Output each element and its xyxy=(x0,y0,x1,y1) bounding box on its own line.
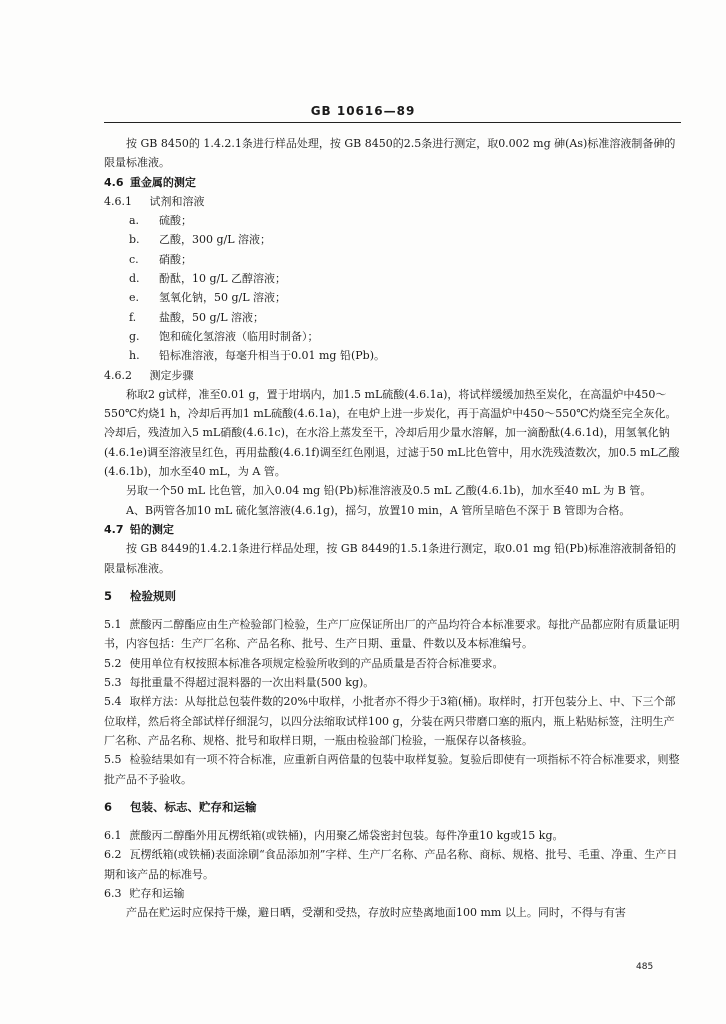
subsection-heading-4-6-1 xyxy=(104,192,684,211)
clause-number: 6.2 xyxy=(104,848,122,862)
clause-text: 使用单位有权按照本标准各项规定检验所收到的产品质量是否符合标准要求。 xyxy=(129,656,504,670)
page-number: 485 xyxy=(636,962,654,972)
clause-6-2 xyxy=(104,845,684,884)
list-item xyxy=(104,250,684,269)
standard-code-header: GB 10616—89 xyxy=(310,104,416,118)
paragraph-storage: 产品在贮运时应保持干燥，避日晒，受潮和受热，存放时应垫离地面100 mm 以上。同时，不得与有害 xyxy=(126,906,626,920)
section-number: 4.6.2 xyxy=(104,368,132,382)
list-label: a. xyxy=(129,214,140,228)
list-text: 饱和硫化氢溶液（临用时制备）； xyxy=(159,329,319,343)
section-number: 4.6.1 xyxy=(104,194,132,208)
list-label: d. xyxy=(129,272,140,286)
clause-number: 5.4 xyxy=(104,695,122,709)
clause-6-1 xyxy=(104,826,684,845)
clause-5-5 xyxy=(104,750,684,789)
section-heading-4-6 xyxy=(104,173,684,192)
clause-text: 检验结果如有一项不符合标准，应重新自两倍量的包装中取样复验。复验后即使有一项指标不符合标准要求，则整批产品不予验收。 xyxy=(104,753,680,786)
section-title: 测定步骤 xyxy=(149,368,194,382)
clause-text: 蔗酸丙二醇酯外用瓦楞纸箱(或铁桶)，内用聚乙烯袋密封包装。每件净重10 kg或15 kg。 xyxy=(129,829,564,843)
clause-number: 5.2 xyxy=(104,656,122,670)
section-title: 贮存和运输 xyxy=(129,886,185,900)
section-title: 检验规则 xyxy=(130,588,177,603)
list-item xyxy=(104,211,684,230)
list-label: b. xyxy=(129,233,140,247)
clause-number: 5.3 xyxy=(104,676,122,690)
list-item xyxy=(104,327,684,346)
clause-text: 取样方法：从每批总包装件数的20%中取样，小批者亦不得少于3箱(桶)。取样时，打开包装分上、中、下三个部位取样，然后将全部试样仔细混匀，以四分法缩取试样100 g，分装在两只带磨口塞的瓶内，瓶上粘贴标签，注明生产厂名称、产品名称、规格、批号和取样日期，一瓶由检验部门检验，一瓶保存以备核验。 xyxy=(104,695,676,747)
list-text: 硝酸； xyxy=(159,252,192,266)
list-item xyxy=(104,308,684,327)
list-label: c. xyxy=(129,252,139,266)
list-item xyxy=(104,269,684,288)
section-title: 包装、标志、贮存和运输 xyxy=(130,799,257,814)
clause-text: 每批重量不得超过混料器的一次出料量(500 kg)。 xyxy=(129,676,375,690)
list-text: 乙酸，300 g/L 溶液； xyxy=(159,233,272,247)
section-title: 重金属的测定 xyxy=(129,175,196,189)
section-heading-5 xyxy=(104,587,684,606)
clause-5-4 xyxy=(104,692,684,750)
paragraph-tube-b: 另取一个50 mL 比色管，加入0.04 mg 铅(Pb)标准溶液及0.5 mL 乙酸(4.6.1b)，加水至40 mL 为 B 管。 xyxy=(126,484,652,498)
list-text: 硫酸； xyxy=(159,214,192,228)
section-number: 4.7 xyxy=(104,522,124,536)
list-item xyxy=(104,288,684,307)
list-text: 盐酸，50 g/L 溶液； xyxy=(159,310,265,324)
list-label: e. xyxy=(129,291,140,305)
clause-number: 5.1 xyxy=(104,618,122,632)
section-number: 6.3 xyxy=(104,886,122,900)
paragraph-procedure: 称取2 g试样，准至0.01 g，置于坩埚内，加1.5 mL硫酸(4.6.1a)，将试样缓缓加热至炭化，在高温炉中450～550℃灼烧1 h，冷却后再加1 mL硫酸(4.6.1a)，在电炉上进一步炭化，再于高温炉中450～550℃灼烧至完全灰化。冷却后，残渣加入5 mL硝酸(4.6.1c)，在水浴上蒸发至干，冷却后用少量水溶解，加一滴酚酞(4.6.1d)，用氢氧化钠(4.6.1e)调至溶液呈红色，再用盐酸(4.6.1f)调至红色刚退，过滤于50 mL比色管中，用水洗残渣数次，加0.5 mL乙酸(4.6.1b)，加水至40 mL，为 A 管。 xyxy=(104,387,680,479)
document-body xyxy=(104,134,684,923)
list-item xyxy=(104,230,684,249)
subsection-heading-6-3 xyxy=(104,884,684,903)
list-label: h. xyxy=(129,349,140,363)
clause-text: 瓦楞纸箱(或铁桶)表面涂刷“食品添加剂”字样、生产厂名称、产品名称、商标、规格、批号、毛重、净重、生产日期和该产品的标准号。 xyxy=(104,848,678,881)
clause-5-1 xyxy=(104,615,684,654)
clause-number: 5.5 xyxy=(104,753,122,767)
paragraph-lead: 按 GB 8449的1.4.2.1条进行样品处理，按 GB 8449的1.5.1条进行测定，取0.01 mg 铅(Pb)标准溶液制备铅的限量标准液。 xyxy=(104,542,677,575)
list-label: f. xyxy=(129,310,137,324)
list-label: g. xyxy=(129,329,140,343)
section-heading-4-7 xyxy=(104,520,684,539)
list-text: 酚酞，10 g/L 乙醇溶液； xyxy=(159,272,287,286)
section-number: 6 xyxy=(104,799,113,814)
subsection-heading-4-6-2 xyxy=(104,366,684,385)
list-text: 铅标准溶液，每毫升相当于0.01 mg 铅(Pb)。 xyxy=(159,349,385,363)
paragraph-arsenic: 按 GB 8450的 1.4.2.1条进行样品处理，按 GB 8450的2.5条进行测定，取0.002 mg 砷(As)标准溶液制备砷的限量标准液。 xyxy=(104,137,676,170)
section-heading-6 xyxy=(104,798,684,817)
list-text: 氢氧化钠，50 g/L 溶液； xyxy=(159,291,287,305)
section-number: 4.6 xyxy=(104,175,124,189)
list-item xyxy=(104,346,684,365)
clause-5-3 xyxy=(104,673,684,692)
clause-number: 6.1 xyxy=(104,829,122,843)
header-rule xyxy=(104,122,681,123)
section-title: 铅的测定 xyxy=(129,522,174,536)
clause-text: 蔗酸丙二醇酯应由生产检验部门检验，生产厂应保证所出厂的产品均符合本标准要求。每批产品都应附有质量证明书，内容包括：生产厂名称、产品名称、批号、生产日期、重量、件数以及本标准编号。 xyxy=(104,618,680,651)
section-number: 5 xyxy=(104,588,113,603)
clause-5-2 xyxy=(104,654,684,673)
section-title: 试剂和溶液 xyxy=(149,194,205,208)
paragraph-comparison: A、B两管各加10 mL 硫化氢溶液(4.6.1g)，摇匀，放置10 min，A 管所呈暗色不深于 B 管即为合格。 xyxy=(126,503,631,517)
